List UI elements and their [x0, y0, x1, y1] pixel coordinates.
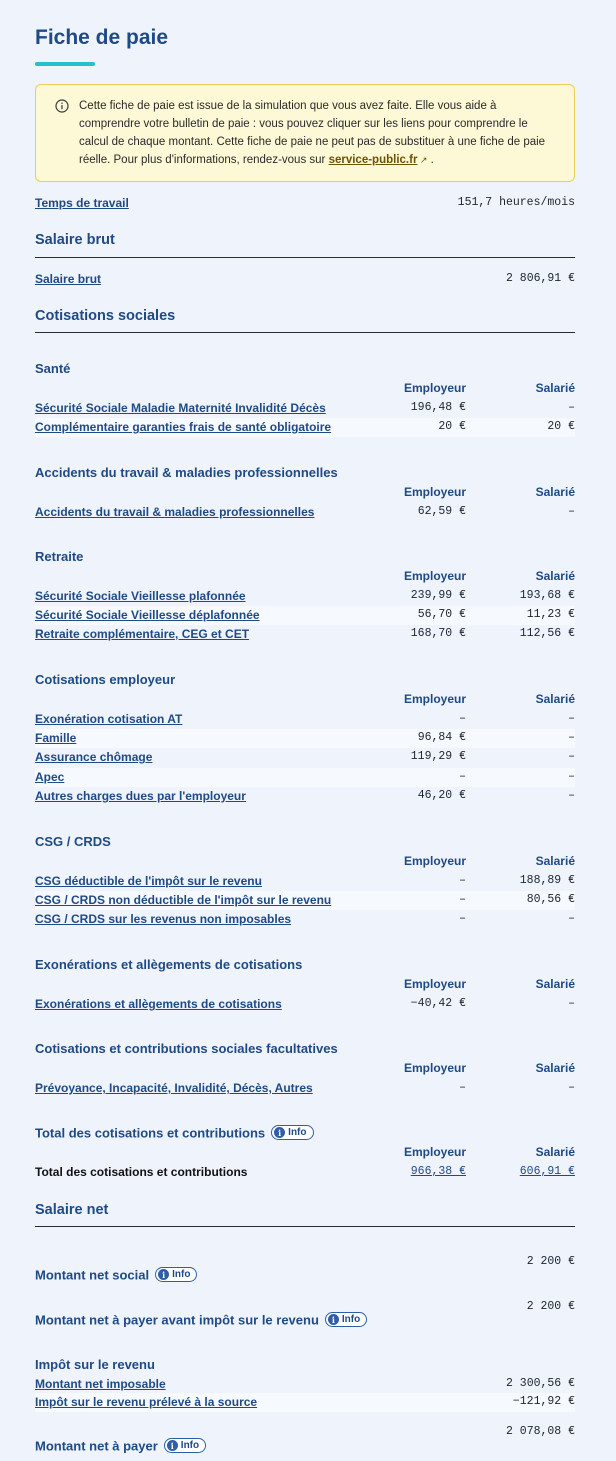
cotisation-link[interactable]: Sécurité Sociale Vieillesse plafonnée — [35, 589, 246, 603]
total-salarie-link[interactable]: 606,91 € — [519, 1165, 575, 1178]
employeur-value: 168,70 € — [410, 627, 466, 640]
table-row — [35, 503, 575, 522]
group-title-retraite: Retraite — [35, 549, 84, 564]
group-title-csg: CSG / CRDS — [35, 834, 111, 849]
employeur-value: – — [459, 893, 466, 906]
column-headers — [35, 977, 575, 993]
salarie-value: – — [568, 505, 575, 518]
col-employeur: Employeur — [403, 1145, 466, 1159]
cotisation-link[interactable]: Assurance chômage — [35, 750, 153, 764]
section-salaire-brut: Salaire brut — [35, 232, 115, 248]
temps-travail-row — [35, 194, 575, 213]
salarie-value: 20 € — [547, 420, 575, 433]
section-cotisations: Cotisations sociales — [35, 308, 176, 324]
salarie-value: 112,56 € — [519, 627, 575, 640]
impot-title: Impôt sur le revenu — [35, 1357, 155, 1372]
net-imposable-link[interactable]: Montant net imposable — [35, 1377, 166, 1391]
col-employeur: Employeur — [403, 569, 466, 583]
impot-preleve-value: −121,92 € — [512, 1395, 575, 1408]
net-a-payer-value: 2 078,08 € — [505, 1425, 575, 1438]
column-headers — [35, 854, 575, 870]
info-label: Info — [172, 1269, 191, 1280]
table-row — [35, 787, 575, 806]
info-icon: i — [158, 1269, 169, 1280]
group-title-exonerations: Exonérations et allègements de cotisations — [35, 957, 303, 972]
col-employeur: Employeur — [403, 381, 466, 395]
table-row — [35, 1079, 575, 1098]
table-row — [35, 768, 575, 787]
table-row — [35, 710, 575, 729]
col-salarie: Salarié — [535, 1145, 575, 1159]
table-row — [35, 587, 575, 606]
column-headers — [35, 485, 575, 501]
table-row — [35, 418, 575, 437]
table-row — [35, 872, 575, 891]
table-row — [35, 399, 575, 418]
net-avant-impot-label — [35, 1312, 367, 1328]
cotisation-link[interactable]: Prévoyance, Incapacité, Invalidité, Décès, Autres — [35, 1081, 313, 1095]
col-salarie: Salarié — [535, 854, 575, 868]
section-divider — [35, 257, 575, 258]
total-info-button[interactable] — [271, 1125, 313, 1140]
cotisation-link[interactable]: Famille — [35, 731, 77, 745]
cotisation-link[interactable]: Exonérations et allègements de cotisations — [35, 997, 282, 1011]
employeur-value: – — [459, 1081, 466, 1094]
table-row — [35, 606, 575, 625]
notice-text: Cette fiche de paie est issue de la simulation que vous avez faite. Elle vous aide à comprendre votre bulletin de paie : vous pouvez cliquer sur les liens pour comprendre le calcul de chaque montant. Cette fiche de paie ne peut pas de substituer à une fiche de paie réelle. Pour plus d'informations, rendez-vous sur — [79, 100, 546, 166]
salarie-value: 11,23 € — [526, 608, 575, 621]
net-a-payer-label — [35, 1438, 206, 1454]
salarie-value: 193,68 € — [519, 589, 575, 602]
employeur-value: 56,70 € — [417, 608, 466, 621]
employeur-value: −40,42 € — [410, 997, 466, 1010]
info-notice — [35, 84, 575, 182]
info-icon: i — [167, 1440, 178, 1451]
salaire-brut-row — [35, 270, 575, 289]
net-avant-impot-info-button[interactable] — [325, 1312, 367, 1327]
info-icon: i — [328, 1314, 339, 1325]
column-headers — [35, 569, 575, 585]
employeur-value: – — [459, 712, 466, 725]
impot-preleve-link[interactable]: Impôt sur le revenu prélevé à la source — [35, 1395, 258, 1409]
info-circle-icon — [55, 99, 69, 113]
table-row — [35, 625, 575, 644]
employeur-value: 46,20 € — [417, 789, 466, 802]
net-a-payer-text: Montant net à payer — [35, 1438, 158, 1454]
salarie-value: – — [568, 789, 575, 802]
col-employeur: Employeur — [403, 854, 466, 868]
cotisation-link[interactable]: CSG déductible de l'impôt sur le revenu — [35, 874, 262, 888]
net-imposable-value: 2 300,56 € — [505, 1377, 575, 1390]
salarie-value: – — [568, 401, 575, 414]
total-employeur-link[interactable]: 966,38 € — [410, 1165, 466, 1178]
column-headers — [35, 381, 575, 397]
cotisation-link[interactable]: Complémentaire garanties frais de santé obligatoire — [35, 420, 332, 434]
cotisation-link[interactable]: Autres charges dues par l'employeur — [35, 789, 246, 803]
salarie-value: – — [568, 712, 575, 725]
salarie-value: 188,89 € — [519, 874, 575, 887]
temps-travail-link[interactable]: Temps de travail — [35, 196, 129, 210]
salaire-brut-value: 2 806,91 € — [505, 272, 575, 285]
employeur-value: 239,99 € — [410, 589, 466, 602]
col-salarie: Salarié — [535, 569, 575, 583]
group-title-facultatives: Cotisations et contributions sociales facultatives — [35, 1041, 338, 1056]
cotisation-link[interactable]: Exonération cotisation AT — [35, 712, 183, 726]
col-salarie: Salarié — [535, 381, 575, 395]
table-row — [35, 995, 575, 1014]
employeur-value: 62,59 € — [417, 505, 466, 518]
employeur-value: – — [459, 874, 466, 887]
cotisation-link[interactable]: Accidents du travail & maladies professionnelles — [35, 505, 315, 519]
cotisation-link[interactable]: Apec — [35, 770, 65, 784]
total-row — [35, 1163, 575, 1182]
group-title-accidents: Accidents du travail & maladies professionnelles — [35, 465, 338, 480]
cotisation-link[interactable]: Sécurité Sociale Vieillesse déplafonnée — [35, 608, 260, 622]
net-avant-impot-value: 2 200 € — [526, 1300, 575, 1313]
cotisation-link[interactable]: CSG / CRDS non déductible de l'impôt sur le revenu — [35, 893, 332, 907]
salarie-value: – — [568, 770, 575, 783]
cotisation-link[interactable]: Sécurité Sociale Maladie Maternité Invalidité Décès — [35, 401, 326, 415]
employeur-value: 20 € — [438, 420, 466, 433]
group-title-employeur: Cotisations employeur — [35, 672, 176, 687]
employeur-value: – — [459, 912, 466, 925]
col-employeur: Employeur — [403, 485, 466, 499]
total-label: Total des cotisations et contributions — [35, 1165, 248, 1179]
temps-travail-value: 151,7 heures/mois — [457, 196, 575, 209]
column-headers — [35, 692, 575, 708]
col-employeur: Employeur — [403, 1061, 466, 1075]
title-underline — [35, 62, 95, 66]
col-salarie: Salarié — [535, 485, 575, 499]
impot-preleve-row — [35, 1393, 575, 1412]
salarie-value: – — [568, 912, 575, 925]
info-label: Info — [180, 1440, 200, 1451]
column-headers — [35, 1061, 575, 1077]
info-label: Info — [288, 1127, 307, 1138]
cotisation-link[interactable]: CSG / CRDS sur les revenus non imposables — [35, 912, 292, 926]
col-salarie: Salarié — [535, 692, 575, 706]
section-divider — [35, 332, 575, 333]
col-employeur: Employeur — [403, 977, 466, 991]
salarie-value: – — [568, 997, 575, 1010]
external-link-icon: ↗ — [417, 155, 428, 165]
col-salarie: Salarié — [535, 977, 575, 991]
net-imposable-row — [35, 1375, 575, 1394]
salarie-value: – — [568, 750, 575, 763]
total-title-text: Total des cotisations et contributions — [35, 1125, 266, 1141]
info-label: Info — [341, 1314, 361, 1325]
employeur-value: 119,29 € — [410, 750, 466, 763]
salarie-value: – — [568, 731, 575, 744]
notice-end: . — [430, 154, 434, 166]
net-social-text: Montant net social — [35, 1267, 150, 1283]
cotisation-link[interactable]: Retraite complémentaire, CEG et CET — [35, 627, 250, 641]
col-salarie: Salarié — [535, 1061, 575, 1075]
table-row — [35, 910, 575, 929]
net-a-payer-info-button[interactable] — [164, 1438, 206, 1453]
info-icon: i — [274, 1127, 285, 1138]
net-social-value: 2 200 € — [526, 1255, 575, 1268]
table-row — [35, 748, 575, 767]
table-row — [35, 729, 575, 748]
salaire-brut-link[interactable]: Salaire brut — [35, 272, 102, 286]
net-avant-impot-text: Montant net à payer avant impôt sur le revenu — [35, 1312, 319, 1328]
group-title-sante: Santé — [35, 361, 71, 376]
section-salaire-net: Salaire net — [35, 1202, 109, 1218]
employeur-value: 196,48 € — [410, 401, 466, 414]
page-title: Fiche de paie — [35, 26, 169, 49]
salarie-value: 80,56 € — [526, 893, 575, 906]
net-social-info-button[interactable] — [155, 1267, 197, 1282]
salarie-value: – — [568, 1081, 575, 1094]
col-employeur: Employeur — [403, 692, 466, 706]
employeur-value: – — [459, 770, 466, 783]
section-divider — [35, 1226, 575, 1227]
table-row — [35, 891, 575, 910]
employeur-value: 96,84 € — [417, 731, 466, 744]
column-headers — [35, 1145, 575, 1161]
net-social-label — [35, 1267, 197, 1283]
service-public-link[interactable]: service-public.fr — [328, 154, 418, 166]
total-title — [35, 1125, 314, 1141]
